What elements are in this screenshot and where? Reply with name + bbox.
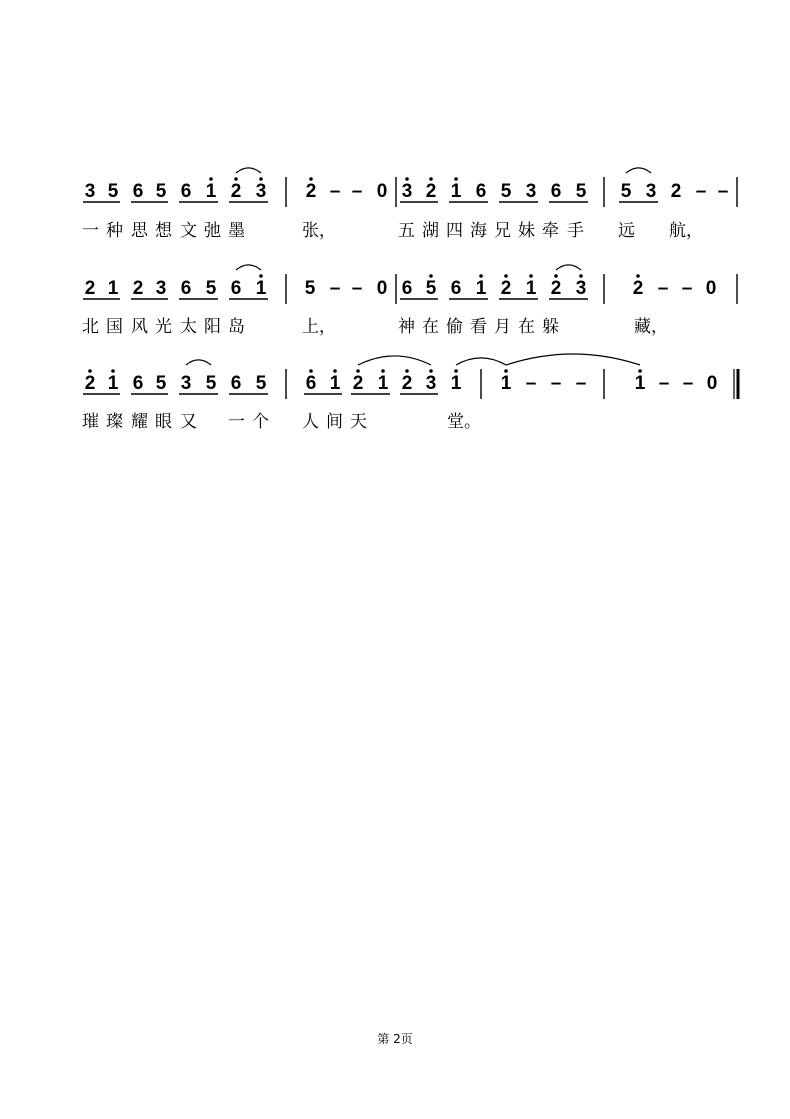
lyric-char: 四 (446, 221, 463, 241)
lyric-char: 阳 (204, 317, 221, 337)
note: 6 (305, 373, 317, 394)
note: 6 (230, 278, 242, 299)
octave-dot (333, 369, 337, 373)
note: 1 (377, 373, 389, 394)
note: 1 (107, 278, 119, 299)
lyric-char: 弛 (204, 221, 221, 241)
note: 0 (376, 181, 388, 202)
note: 3 (255, 181, 267, 202)
octave-dot (405, 369, 409, 373)
lyric-char: 想 (155, 221, 172, 241)
lyric-char: 光 (155, 317, 172, 337)
octave-dot (554, 274, 558, 278)
octave-dot (529, 274, 533, 278)
octave-dot (88, 369, 92, 373)
octave-dot (479, 274, 483, 278)
note: 6 (450, 278, 462, 299)
octave-dot (429, 274, 433, 278)
note: 1 (500, 373, 512, 394)
note: 2 (500, 278, 512, 299)
lyric-char: 一 (228, 412, 245, 432)
note: 1 (205, 181, 217, 202)
dash-note: – (658, 373, 670, 394)
note: 1 (450, 181, 462, 202)
lyric-char: 张， (302, 221, 336, 241)
lyric-char: 个 (252, 412, 269, 432)
note: 5 (205, 278, 217, 299)
octave-dot (579, 274, 583, 278)
dash-note: – (575, 373, 587, 394)
note: 2 (84, 373, 96, 394)
note: 1 (329, 373, 341, 394)
note: 6 (180, 181, 192, 202)
lyric-char: 种 (106, 221, 123, 241)
lyric-char: 一 (82, 221, 99, 241)
note: 3 (645, 181, 657, 202)
note: 2 (632, 278, 644, 299)
slur-arc (236, 265, 261, 270)
octave-dot (504, 369, 508, 373)
note: 5 (304, 278, 316, 299)
lyric-char: 偷 (446, 317, 463, 337)
lyrics-layer (82, 220, 703, 432)
octave-dot (381, 369, 385, 373)
lyric-char: 耀 (131, 412, 148, 432)
lyric-char: 堂。 (447, 412, 481, 432)
dash-note: – (351, 278, 363, 299)
octave-dot (234, 177, 238, 181)
dash-note: – (351, 181, 363, 202)
dash-note: – (525, 373, 537, 394)
octave-dot (309, 369, 313, 373)
slur-arc (456, 358, 506, 365)
note: 5 (500, 181, 512, 202)
note: 1 (255, 278, 267, 299)
lyric-char: 远 (618, 221, 635, 241)
note: 2 (550, 278, 562, 299)
note: 2 (352, 373, 364, 394)
dash-note: – (717, 181, 729, 202)
lyric-char: 在 (518, 317, 535, 337)
octave-dot (405, 177, 409, 181)
lyric-char: 文 (180, 221, 197, 241)
dash-note: – (329, 181, 341, 202)
octave-dot (638, 369, 642, 373)
lyric-char: 海 (470, 221, 487, 241)
slur-arc (626, 168, 651, 173)
dash-note: – (681, 278, 693, 299)
note: 6 (475, 181, 487, 202)
note: 2 (425, 181, 437, 202)
note: 2 (132, 278, 144, 299)
lyric-char: 牵 (542, 221, 559, 241)
note: 5 (255, 373, 267, 394)
lyric-char: 璀 (82, 412, 99, 432)
note: 1 (634, 373, 646, 394)
slur-arc (186, 360, 211, 365)
lyric-char: 手 (567, 221, 584, 241)
note: 6 (132, 181, 144, 202)
octave-dot (309, 177, 313, 181)
note: 5 (155, 373, 167, 394)
note: 2 (305, 181, 317, 202)
octave-dot (356, 369, 360, 373)
note: 6 (230, 373, 242, 394)
note: 2 (230, 181, 242, 202)
lyric-char: 在 (422, 317, 439, 337)
note: 3 (155, 278, 167, 299)
octave-dot (454, 177, 458, 181)
lyric-char: 风 (131, 317, 148, 337)
octave-dot (636, 274, 640, 278)
octave-dot (111, 369, 115, 373)
dash-note: – (550, 373, 562, 394)
note: 6 (132, 373, 144, 394)
lyric-char: 藏， (634, 317, 668, 337)
note: 6 (180, 278, 192, 299)
slur-arc (506, 354, 640, 365)
dash-note: – (695, 181, 707, 202)
lyric-char: 兄 (494, 221, 511, 241)
octave-dot (504, 274, 508, 278)
octave-dot (209, 177, 213, 181)
note: 5 (155, 181, 167, 202)
lyric-char: 眼 (155, 412, 172, 432)
dash-note: – (682, 373, 694, 394)
note: 3 (84, 181, 96, 202)
note: 3 (401, 181, 413, 202)
note: 2 (401, 373, 413, 394)
note: 0 (376, 278, 388, 299)
lyric-char: 又 (180, 412, 197, 432)
lyric-char: 璨 (106, 412, 123, 432)
note: 0 (705, 278, 717, 299)
page-number: 第 2页 (377, 1032, 413, 1046)
octave-dot (259, 177, 263, 181)
lyric-char: 上， (302, 317, 336, 337)
note: 3 (180, 373, 192, 394)
note: 5 (620, 181, 632, 202)
lyric-char: 岛 (228, 317, 245, 337)
note: 3 (525, 181, 537, 202)
note: 3 (575, 278, 587, 299)
lyric-char: 墨 (228, 221, 245, 241)
lyric-char: 神 (398, 317, 415, 337)
dash-note: – (329, 278, 341, 299)
octave-dot (454, 369, 458, 373)
lyric-char: 湖 (422, 221, 439, 241)
lyric-char: 妹 (518, 221, 535, 241)
slur-arc (358, 356, 431, 365)
note: 1 (107, 373, 119, 394)
lyric-char: 月 (494, 317, 511, 337)
octave-dot (429, 177, 433, 181)
note: 3 (425, 373, 437, 394)
note: 1 (450, 373, 462, 394)
dash-note: – (657, 278, 669, 299)
lyric-char: 躲 (542, 317, 559, 337)
lyric-char: 太 (180, 317, 197, 337)
note: 2 (84, 278, 96, 299)
lyric-char: 天 (350, 412, 367, 432)
note: 6 (401, 278, 413, 299)
note: 5 (575, 181, 587, 202)
lyric-char: 北 (82, 317, 99, 337)
lyric-char: 间 (326, 412, 343, 432)
octave-dot (259, 274, 263, 278)
lyric-char: 人 (302, 412, 319, 432)
note: 5 (205, 373, 217, 394)
note: 2 (670, 181, 682, 202)
slur-arc (556, 265, 581, 270)
note: 6 (550, 181, 562, 202)
lyric-char: 国 (106, 317, 123, 337)
lyric-char: 五 (398, 221, 415, 241)
note: 5 (425, 278, 437, 299)
octave-dot (429, 369, 433, 373)
lyric-char: 航， (669, 221, 703, 241)
lyric-char: 看 (470, 317, 487, 337)
lyric-char: 思 (131, 221, 148, 241)
note: 1 (475, 278, 487, 299)
note: 1 (525, 278, 537, 299)
note: 5 (107, 181, 119, 202)
note: 0 (706, 373, 718, 394)
slur-arc (236, 168, 261, 173)
